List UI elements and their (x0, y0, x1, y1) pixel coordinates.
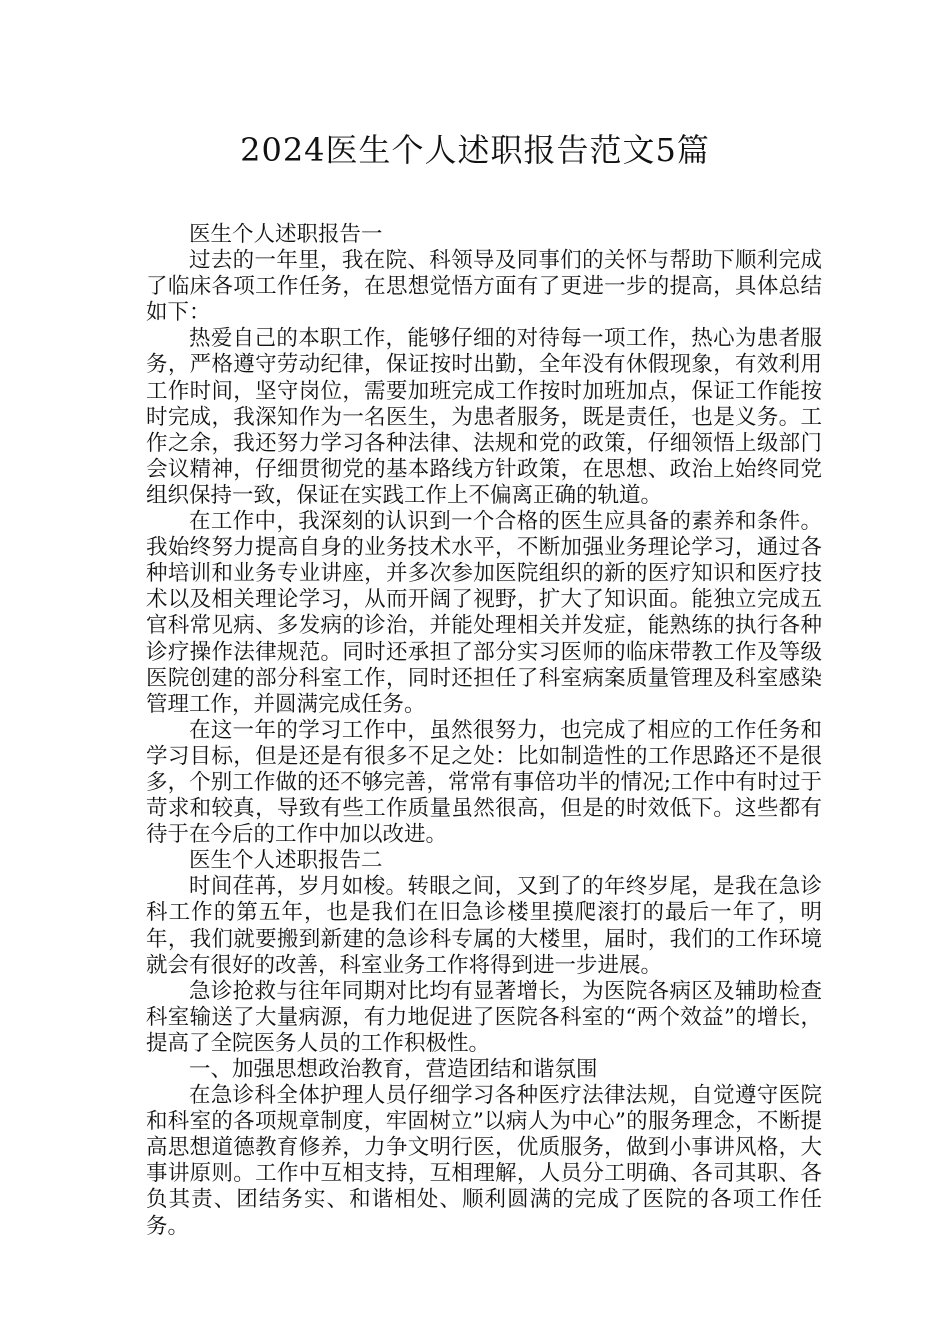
body-paragraph: 热爱自己的本职工作，能够仔细的对待每一项工作，热心为患者服务，严格遵守劳动纪律，保证按时出勤，全年没有休假现象，有效利用工作时间，坚守岗位，需要加班完成工作按时加班加点，保证工作能按时完成，我深知作为一名医生，为患者服务，既是责任，也是义务。工作之余，我还努力学习各种法律、法规和党的政策，仔细领悟上级部门会议精神，仔细贯彻党的基本路线方针政策，在思想、政治上始终同党组织保持一致，保证在实践工作上不偏离正确的轨道。 (146, 326, 822, 508)
body-paragraph: 在工作中，我深刻的认识到一个合格的医生应具备的素养和条件。我始终努力提高自身的业务技术水平，不断加强业务理论学习，通过各种培训和业务专业讲座，并多次参加医院组织的新的医疗知识和医疗技术以及相关理论学习，从而开阔了视野，扩大了知识面。能独立完成五官科常见病、多发病的诊治，并能处理相关并发症，能熟练的执行各种诊疗操作法律规范。同时还承担了部分实习医师的临床带教工作及等级医院创建的部分科室工作，同时还担任了科室病案质量管理及科室感染管理工作，并圆满完成任务。 (146, 509, 822, 717)
body-paragraph: 急诊抢救与往年同期对比均有显著增长，为医院各病区及辅助检查科室输送了大量病源，有力地促进了医院各科室的“两个效益”的增长，提高了全院医务人员的工作积极性。 (146, 978, 822, 1056)
body-paragraph: 时间荏苒，岁月如梭。转眼之间，又到了的年终岁尾，是我在急诊科工作的第五年，也是我们在旧急诊楼里摸爬滚打的最后一年了，明年，我们就要搬到新建的急诊科专属的大楼里，届时，我们的工作环境就会有很好的改善，科室业务工作将得到进一步进展。 (146, 874, 822, 978)
body-paragraph: 过去的一年里，我在院、科领导及同事们的关怀与帮助下顺利完成了临床各项工作任务，在思想觉悟方面有了更进一步的提高，具体总结如下： (146, 248, 822, 326)
section-heading-report-2: 医生个人述职报告二 (189, 848, 383, 874)
subsection-heading: 一、加强思想政治教育，营造团结和谐氛围 (189, 1057, 598, 1082)
section-heading-report-1: 医生个人述职报告一 (189, 222, 383, 247)
body-paragraph: 在急诊科全体护理人员仔细学习各种医疗法律法规，自觉遵守医院和科室的各项规章制度，牢固树立”以病人为中心”的服务理念，不断提高思想道德教育修养，力争文明行医，优质服务，做到小事讲风格，大事讲原则。工作中互相支持，互相理解，人员分工明确、各司其职、各负其责、团结务实、和谐相处、顺利圆满的完成了医院的各项工作任务。 (146, 1083, 822, 1239)
document-body (146, 222, 822, 1240)
document-title: 2024医生个人述职报告范文5篇 (240, 131, 710, 169)
body-paragraph: 在这一年的学习工作中，虽然很努力，也完成了相应的工作任务和学习目标，但是还是有很多不足之处：比如制造性的工作思路还不是很多，个别工作做的还不够完善，常常有事倍功半的情况;工作中有时过于苛求和较真，导致有些工作质量虽然很高，但是的时效低下。这些都有待于在今后的工作中加以改进。 (146, 717, 822, 848)
